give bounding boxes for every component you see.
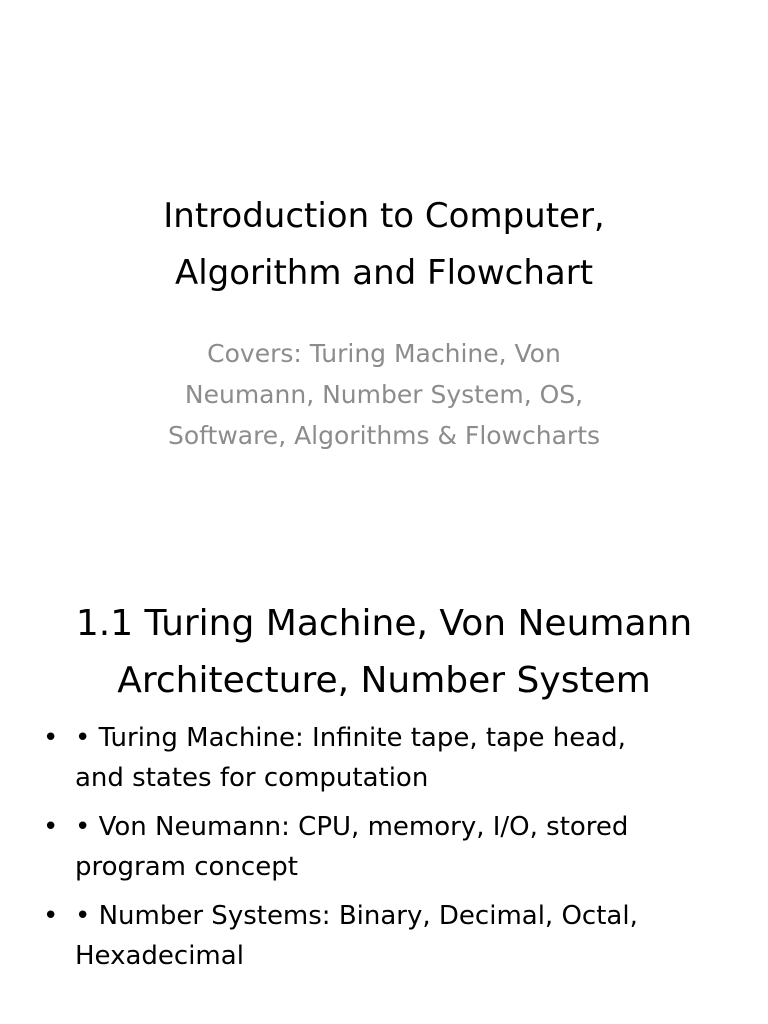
list-item xyxy=(40,807,700,887)
slide-title-line: Introduction to Computer, xyxy=(163,196,605,236)
slide-subtitle-line: Software, Algorithms & Flowcharts xyxy=(167,421,601,450)
list-item-text: • Number Systems: Binary, Decimal, Octal, xyxy=(75,901,638,931)
list-item-text: • Turing Machine: Infinite tape, tape head, xyxy=(75,723,626,753)
content-slide xyxy=(0,576,768,1024)
bullet-list xyxy=(40,718,700,985)
list-item-text: program concept xyxy=(75,852,298,882)
list-item-text: and states for computation xyxy=(75,763,429,793)
slide-title-line: Architecture, Number System xyxy=(117,660,651,701)
slide-subtitle-line: Covers: Turing Machine, Von xyxy=(207,339,561,368)
list-item-text: • Von Neumann: CPU, memory, I/O, stored xyxy=(75,812,629,842)
slide-subtitle-line: Neumann, Number System, OS, xyxy=(184,380,584,409)
list-item xyxy=(40,718,700,798)
slide-title-line: Algorithm and Flowchart xyxy=(174,253,594,293)
slide-subtitle xyxy=(110,333,658,456)
list-item xyxy=(40,896,700,976)
bullet-icon: • xyxy=(43,812,59,842)
slide-title-line: 1.1 Turing Machine, Von Neumann xyxy=(75,603,693,644)
bullet-icon: • xyxy=(43,901,59,931)
slide-title xyxy=(40,188,728,302)
bullet-icon: • xyxy=(43,723,59,753)
list-item-text: Hexadecimal xyxy=(75,941,244,971)
slide-title xyxy=(20,595,748,709)
